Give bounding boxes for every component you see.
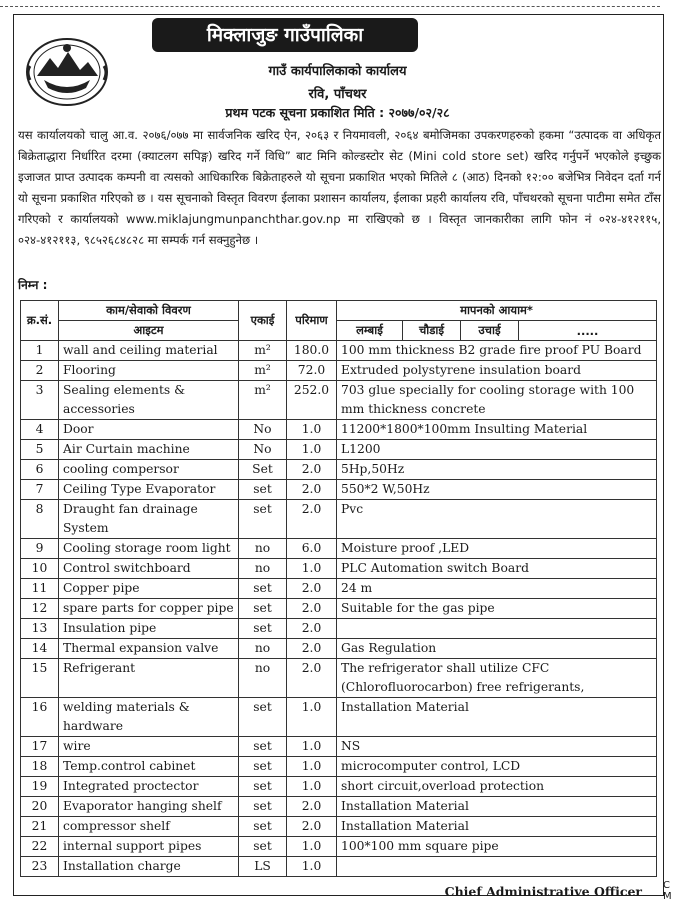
row-qty: 1.0: [287, 559, 337, 579]
row-sn: 1: [21, 341, 59, 361]
table-row: [21, 500, 657, 539]
row-qty: 1.0: [287, 757, 337, 777]
row-qty: 2.0: [287, 817, 337, 837]
row-spec: 100*100 mm square pipe: [337, 837, 657, 857]
row-qty: 72.0: [287, 361, 337, 381]
row-sn: 11: [21, 579, 59, 599]
header-height: उचाई: [461, 321, 519, 341]
row-unit: No: [239, 420, 287, 440]
row-qty: 2.0: [287, 599, 337, 619]
row-item: Insulation pipe: [59, 619, 239, 639]
row-sn: 14: [21, 639, 59, 659]
row-unit: set: [239, 757, 287, 777]
row-sn: 20: [21, 797, 59, 817]
row-item: Draught fan drainage System: [59, 500, 239, 539]
row-qty: 1.0: [287, 837, 337, 857]
row-sn: 23: [21, 857, 59, 877]
row-unit: Set: [239, 460, 287, 480]
row-spec: Pvc: [337, 500, 657, 539]
row-spec: PLC Automation switch Board: [337, 559, 657, 579]
row-item: Integrated proctector: [59, 777, 239, 797]
row-sn: 21: [21, 817, 59, 837]
table-row: [21, 777, 657, 797]
header-sn: क्र.सं.: [21, 301, 59, 341]
row-item: Temp.control cabinet: [59, 757, 239, 777]
row-item: Thermal expansion valve: [59, 639, 239, 659]
row-qty: 1.0: [287, 737, 337, 757]
row-item: wire: [59, 737, 239, 757]
table-row: [21, 797, 657, 817]
row-spec: [337, 857, 657, 877]
row-unit: m²: [239, 341, 287, 361]
table-row: [21, 757, 657, 777]
row-sn: 5: [21, 440, 59, 460]
row-sn: 17: [21, 737, 59, 757]
row-unit: set: [239, 797, 287, 817]
row-unit: set: [239, 599, 287, 619]
row-spec: Installation Material: [337, 698, 657, 737]
table-row: [21, 698, 657, 737]
table-row: [21, 539, 657, 559]
header-width: चौडाई: [403, 321, 461, 341]
row-sn: 8: [21, 500, 59, 539]
row-item: internal support pipes: [59, 837, 239, 857]
row-qty: 2.0: [287, 480, 337, 500]
row-spec: 24 m: [337, 579, 657, 599]
row-sn: 6: [21, 460, 59, 480]
row-sn: 3: [21, 381, 59, 420]
row-sn: 16: [21, 698, 59, 737]
table-row: [21, 460, 657, 480]
municipality-title: मिक्लाजुङ गाउँपालिका: [152, 18, 418, 52]
row-sn: 4: [21, 420, 59, 440]
row-item: Door: [59, 420, 239, 440]
header-unit: एकाई: [239, 301, 287, 341]
office-location: रवि, पाँचथर: [308, 87, 367, 102]
notice-body: यस कार्यालयको चालु आ.व. २०७६/०७७ मा सार्वजनिक खरिद ऐन, २०६३ र नियमावली, २०६४ बमोजिमका उपकरणहरुको हकमा “उत्पादक वा अधिकृत बिक्रेताद्धारा निर्धारित दरमा (क्याटलग सपिङ्ग) खरिद गर्ने विधि” बाट मिनि कोल्डस्टोर सेट (Mini cold store set) खरिद गर्नुपर्ने भएकोले इच्छुक इजाजत प्राप्त उत्पादक कम्पनी वा त्यसको आधिकारिक बिक्रेताहरुले यो सूचना प्रकाशित भएको मितिले ८ (आठ) दिनको १२:०० बजेभित्र निवेदन दर्ता गर्न यो सूचना प्रकाशित गरिएको छ । यस सूचनाको विस्तृत विवरण ईलाका प्रशासन कार्यालय, ईलाका प्रहरी कार्यालय रवि, पाँचथरको सूचना पाटीमा समेत टाँस गरिएको र कार्यालयको www.miklajungmunpanchthar.gov.np मा राखिएको छ । विस्तृत जानकारीका लागि फोन नं ०२४-४१२११५, ०२४-४१२११३, ९८५२६८४८२८ मा सम्पर्क गर्न सक्नुहुनेछ ।: [18, 128, 662, 247]
table-row: [21, 440, 657, 460]
table-row: [21, 619, 657, 639]
table-row: [21, 817, 657, 837]
row-qty: 1.0: [287, 698, 337, 737]
items-table: [20, 300, 657, 877]
table-row: [21, 837, 657, 857]
row-sn: 9: [21, 539, 59, 559]
row-item: Control switchboard: [59, 559, 239, 579]
row-item: Ceiling Type Evaporator: [59, 480, 239, 500]
row-sn: 7: [21, 480, 59, 500]
row-item: Installation charge: [59, 857, 239, 877]
row-qty: 1.0: [287, 777, 337, 797]
table-row: [21, 857, 657, 877]
row-unit: set: [239, 500, 287, 539]
header-item: आइटम: [59, 321, 239, 341]
row-spec: Installation Material: [337, 797, 657, 817]
header-length: लम्बाई: [337, 321, 403, 341]
row-spec: Moisture proof ,LED: [337, 539, 657, 559]
row-item: Copper pipe: [59, 579, 239, 599]
row-unit: m²: [239, 361, 287, 381]
row-spec: Gas Regulation: [337, 639, 657, 659]
row-sn: 2: [21, 361, 59, 381]
row-qty: 1.0: [287, 440, 337, 460]
row-spec: [337, 619, 657, 639]
header-quantity: परिमाण: [287, 301, 337, 341]
row-qty: 2.0: [287, 579, 337, 599]
header-more: .....: [519, 321, 657, 341]
row-sn: 10: [21, 559, 59, 579]
row-unit: LS: [239, 857, 287, 877]
row-item: spare parts for copper pipe: [59, 599, 239, 619]
row-sn: 13: [21, 619, 59, 639]
table-row: [21, 361, 657, 381]
row-spec: microcomputer control, LCD: [337, 757, 657, 777]
row-spec: The refrigerator shall utilize CFC (Chlorofluorocarbon) free refrigerants,: [337, 659, 657, 698]
row-qty: 2.0: [287, 659, 337, 698]
row-sn: 15: [21, 659, 59, 698]
row-qty: 1.0: [287, 420, 337, 440]
header-dimensions: मापनको आयाम*: [337, 301, 657, 321]
row-sn: 19: [21, 777, 59, 797]
row-qty: 1.0: [287, 857, 337, 877]
row-spec: NS: [337, 737, 657, 757]
row-unit: set: [239, 480, 287, 500]
table-row: [21, 420, 657, 440]
row-spec: 11200*1800*100mm Insulting Material: [337, 420, 657, 440]
row-unit: set: [239, 777, 287, 797]
row-item: wall and ceiling material: [59, 341, 239, 361]
row-qty: 2.0: [287, 500, 337, 539]
row-item: cooling compersor: [59, 460, 239, 480]
row-unit: set: [239, 579, 287, 599]
table-row: [21, 381, 657, 420]
publish-date-line: प्रथम पटक सूचना प्रकाशित मिति : २०७७/०२/२८: [225, 105, 450, 120]
table-row: [21, 639, 657, 659]
row-unit: set: [239, 698, 287, 737]
signatory: Chief Administrative Officer: [444, 884, 642, 899]
row-item: welding materials & hardware: [59, 698, 239, 737]
row-unit: m²: [239, 381, 287, 420]
row-spec: 550*2 W,50Hz: [337, 480, 657, 500]
row-item: compressor shelf: [59, 817, 239, 837]
row-qty: 252.0: [287, 381, 337, 420]
table-row: [21, 737, 657, 757]
row-qty: 2.0: [287, 797, 337, 817]
row-unit: set: [239, 837, 287, 857]
list-label: निम्न :: [18, 278, 48, 292]
row-spec: 703 glue specially for cooling storage with 100 mm thickness concrete: [337, 381, 657, 420]
table-row: [21, 599, 657, 619]
row-unit: no: [239, 539, 287, 559]
row-item: Air Curtain machine: [59, 440, 239, 460]
row-qty: 180.0: [287, 341, 337, 361]
row-unit: no: [239, 639, 287, 659]
row-sn: 12: [21, 599, 59, 619]
table-row: [21, 341, 657, 361]
table-row: [21, 480, 657, 500]
row-spec: short circuit,overload protection: [337, 777, 657, 797]
table-row: [21, 579, 657, 599]
row-item: Sealing elements & accessories: [59, 381, 239, 420]
row-unit: No: [239, 440, 287, 460]
row-spec: 5Hp,50Hz: [337, 460, 657, 480]
row-spec: L1200: [337, 440, 657, 460]
row-unit: set: [239, 817, 287, 837]
office-name: गाउँ कार्यपालिकाको कार्यालय: [268, 64, 407, 79]
row-qty: 6.0: [287, 539, 337, 559]
row-spec: Suitable for the gas pipe: [337, 599, 657, 619]
row-qty: 2.0: [287, 460, 337, 480]
row-unit: set: [239, 737, 287, 757]
row-unit: set: [239, 619, 287, 639]
row-qty: 2.0: [287, 619, 337, 639]
top-dashed-rule: [0, 6, 660, 7]
row-item: Cooling storage room light: [59, 539, 239, 559]
row-item: Evaporator hanging shelf: [59, 797, 239, 817]
margin-mark: C M: [663, 880, 672, 902]
header-description: काम/सेवाको विवरण: [59, 301, 239, 321]
row-spec: Extruded polystyrene insulation board: [337, 361, 657, 381]
table-row: [21, 659, 657, 698]
row-item: Refrigerant: [59, 659, 239, 698]
table-row: [21, 559, 657, 579]
row-unit: no: [239, 559, 287, 579]
row-spec: 100 mm thickness B2 grade fire proof PU Board: [337, 341, 657, 361]
row-unit: no: [239, 659, 287, 698]
row-spec: Installation Material: [337, 817, 657, 837]
row-sn: 18: [21, 757, 59, 777]
row-qty: 2.0: [287, 639, 337, 659]
row-sn: 22: [21, 837, 59, 857]
row-item: Flooring: [59, 361, 239, 381]
